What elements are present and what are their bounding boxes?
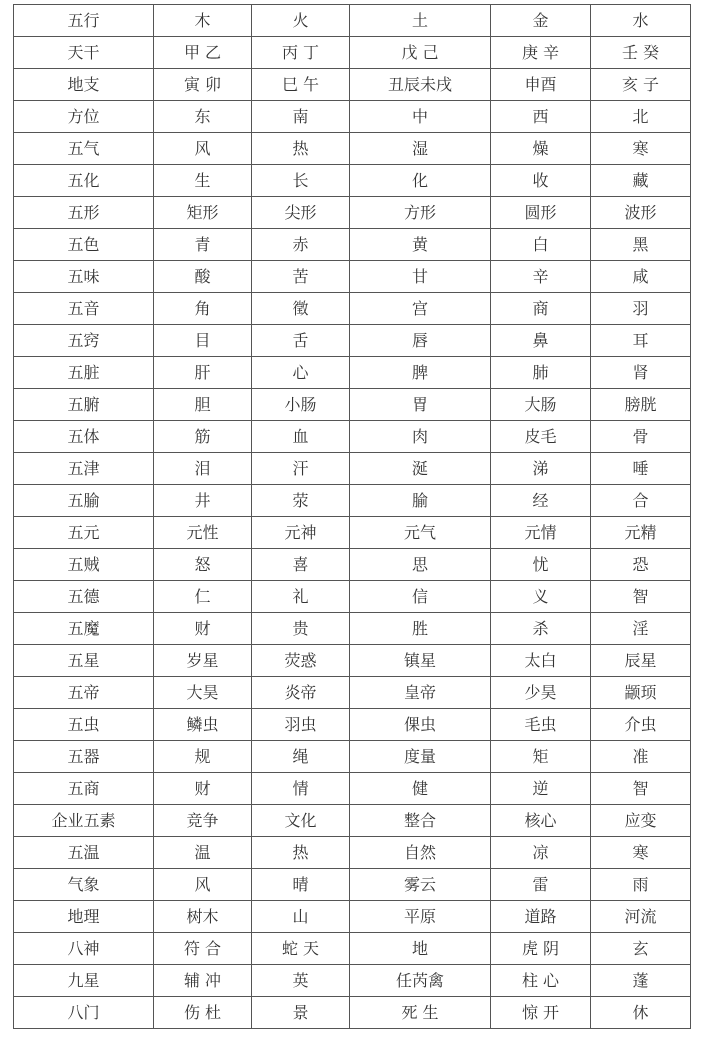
table-row [14,69,691,101]
row-header-cell: 五音 [14,293,154,325]
table-cell: 耳 [591,325,691,357]
table-cell: 休 [591,997,691,1029]
table-cell: 土 [350,5,491,37]
table-row [14,837,691,869]
table-cell: 白 [491,229,591,261]
table-row [14,645,691,677]
table-cell: 道路 [491,901,591,933]
table-row [14,293,691,325]
table-cell: 东 [154,101,252,133]
table-cell: 收 [491,165,591,197]
table-body [14,5,691,1029]
table-cell: 北 [591,101,691,133]
table-cell: 竞争 [154,805,252,837]
table-row [14,37,691,69]
table-cell: 任芮禽 [350,965,491,997]
row-header-cell: 五窍 [14,325,154,357]
table-cell: 壬 癸 [591,37,691,69]
table-cell: 唾 [591,453,691,485]
row-header-cell: 五体 [14,421,154,453]
row-header-cell: 五德 [14,581,154,613]
table-cell: 山 [252,901,350,933]
five-elements-table [13,4,691,1029]
table-cell: 符 合 [154,933,252,965]
table-cell: 脾 [350,357,491,389]
table-cell: 湿 [350,133,491,165]
row-header-cell: 五腑 [14,389,154,421]
table-cell: 蛇 天 [252,933,350,965]
table-cell: 寒 [591,837,691,869]
table-cell: 鳞虫 [154,709,252,741]
table-cell: 商 [491,293,591,325]
table-cell: 心 [252,357,350,389]
table-cell: 地 [350,933,491,965]
row-header-cell: 五贼 [14,549,154,581]
table-cell: 甘 [350,261,491,293]
table-cell: 宫 [350,293,491,325]
table-cell: 风 [154,133,252,165]
table-cell: 长 [252,165,350,197]
table-cell: 巳 午 [252,69,350,101]
table-cell: 亥 子 [591,69,691,101]
table-cell: 财 [154,773,252,805]
table-cell: 肾 [591,357,691,389]
table-cell: 思 [350,549,491,581]
table-row [14,133,691,165]
row-header-cell: 地支 [14,69,154,101]
table-cell: 镇星 [350,645,491,677]
table-cell: 义 [491,581,591,613]
table-cell: 角 [154,293,252,325]
table-cell: 大昊 [154,677,252,709]
table-cell: 热 [252,837,350,869]
table-row [14,869,691,901]
table-row [14,389,691,421]
table-cell: 皮毛 [491,421,591,453]
row-header-cell: 五化 [14,165,154,197]
table-cell: 矩 [491,741,591,773]
table-cell: 目 [154,325,252,357]
table-cell: 情 [252,773,350,805]
table-cell: 汗 [252,453,350,485]
table-cell: 羽虫 [252,709,350,741]
table-cell: 绳 [252,741,350,773]
table-cell: 胜 [350,613,491,645]
table-cell: 丙 丁 [252,37,350,69]
table-cell: 智 [591,773,691,805]
table-cell: 胆 [154,389,252,421]
table-cell: 文化 [252,805,350,837]
table-cell: 温 [154,837,252,869]
table-cell: 方形 [350,197,491,229]
table-cell: 唇 [350,325,491,357]
table-cell: 井 [154,485,252,517]
table-cell: 泪 [154,453,252,485]
table-cell: 酸 [154,261,252,293]
table-cell: 合 [591,485,691,517]
table-row [14,741,691,773]
table-cell: 申酉 [491,69,591,101]
table-row [14,485,691,517]
table-cell: 晴 [252,869,350,901]
table-cell: 平原 [350,901,491,933]
table-cell: 炎帝 [252,677,350,709]
table-cell: 辰星 [591,645,691,677]
table-cell: 黑 [591,229,691,261]
table-cell: 忧 [491,549,591,581]
row-header-cell: 五器 [14,741,154,773]
table-cell: 伤 杜 [154,997,252,1029]
table-row [14,357,691,389]
table-cell: 介虫 [591,709,691,741]
row-header-cell: 天干 [14,37,154,69]
row-header-cell: 五元 [14,517,154,549]
table-row [14,101,691,133]
table-cell: 毛虫 [491,709,591,741]
table-cell: 火 [252,5,350,37]
table-cell: 胃 [350,389,491,421]
row-header-cell: 地理 [14,901,154,933]
table-cell: 信 [350,581,491,613]
table-cell: 化 [350,165,491,197]
table-cell: 礼 [252,581,350,613]
table-cell: 赤 [252,229,350,261]
table-cell: 喜 [252,549,350,581]
table-cell: 藏 [591,165,691,197]
table-cell: 河流 [591,901,691,933]
table-cell: 财 [154,613,252,645]
row-header-cell: 五商 [14,773,154,805]
table-cell: 太白 [491,645,591,677]
row-header-cell: 五色 [14,229,154,261]
table-row [14,549,691,581]
table-cell: 树木 [154,901,252,933]
table-cell: 雷 [491,869,591,901]
table-cell: 经 [491,485,591,517]
table-cell: 圆形 [491,197,591,229]
table-cell: 准 [591,741,691,773]
table-cell: 玄 [591,933,691,965]
table-cell: 生 [154,165,252,197]
table-cell: 金 [491,5,591,37]
table-cell: 健 [350,773,491,805]
table-cell: 逆 [491,773,591,805]
table-cell: 颛顼 [591,677,691,709]
table-cell: 血 [252,421,350,453]
row-header-cell: 五津 [14,453,154,485]
table-row [14,229,691,261]
table-cell: 水 [591,5,691,37]
table-cell: 元情 [491,517,591,549]
table-cell: 膀胱 [591,389,691,421]
table-cell: 庚 辛 [491,37,591,69]
table-cell: 元神 [252,517,350,549]
table-cell: 荧惑 [252,645,350,677]
table-cell: 恐 [591,549,691,581]
table-cell: 涕 [491,453,591,485]
table-row [14,517,691,549]
table-cell: 柱 心 [491,965,591,997]
row-header-cell: 五星 [14,645,154,677]
table-row [14,581,691,613]
table-cell: 南 [252,101,350,133]
table-cell: 小肠 [252,389,350,421]
table-cell: 腧 [350,485,491,517]
table-cell: 大肠 [491,389,591,421]
table-cell: 贵 [252,613,350,645]
table-cell: 皇帝 [350,677,491,709]
row-header-cell: 五魔 [14,613,154,645]
row-header-cell: 五气 [14,133,154,165]
table-cell: 元气 [350,517,491,549]
table-cell: 景 [252,997,350,1029]
table-cell: 自然 [350,837,491,869]
table-cell: 死 生 [350,997,491,1029]
table-cell: 辅 冲 [154,965,252,997]
table-cell: 咸 [591,261,691,293]
table-cell: 涎 [350,453,491,485]
table-cell: 鼻 [491,325,591,357]
table-cell: 燥 [491,133,591,165]
table-cell: 苦 [252,261,350,293]
table-cell: 肝 [154,357,252,389]
table-row [14,165,691,197]
table-cell: 规 [154,741,252,773]
table-row [14,805,691,837]
table-cell: 辛 [491,261,591,293]
table-cell: 度量 [350,741,491,773]
table-cell: 西 [491,101,591,133]
row-header-cell: 企业五素 [14,805,154,837]
table-cell: 肺 [491,357,591,389]
table-row [14,677,691,709]
row-header-cell: 气象 [14,869,154,901]
table-cell: 元精 [591,517,691,549]
table-cell: 骨 [591,421,691,453]
row-header-cell: 方位 [14,101,154,133]
table-cell: 青 [154,229,252,261]
table-cell: 中 [350,101,491,133]
table-row [14,997,691,1029]
table-row [14,421,691,453]
table-cell: 舌 [252,325,350,357]
table-cell: 黄 [350,229,491,261]
table-row [14,453,691,485]
table-cell: 筋 [154,421,252,453]
table-cell: 肉 [350,421,491,453]
table-cell: 少昊 [491,677,591,709]
table-cell: 惊 开 [491,997,591,1029]
row-header-cell: 五行 [14,5,154,37]
table-cell: 仁 [154,581,252,613]
table-cell: 风 [154,869,252,901]
table-cell: 丑辰未戌 [350,69,491,101]
table-row [14,261,691,293]
table-cell: 木 [154,5,252,37]
table-cell: 寅 卯 [154,69,252,101]
table-cell: 热 [252,133,350,165]
table-cell: 矩形 [154,197,252,229]
table-cell: 应变 [591,805,691,837]
table-cell: 波形 [591,197,691,229]
row-header-cell: 八门 [14,997,154,1029]
table-cell: 羽 [591,293,691,325]
row-header-cell: 八神 [14,933,154,965]
row-header-cell: 五温 [14,837,154,869]
table-cell: 雾云 [350,869,491,901]
table-row [14,709,691,741]
row-header-cell: 五脏 [14,357,154,389]
row-header-cell: 五形 [14,197,154,229]
table-cell: 倮虫 [350,709,491,741]
table-cell: 荥 [252,485,350,517]
row-header-cell: 五虫 [14,709,154,741]
table-cell: 戊 己 [350,37,491,69]
table-row [14,325,691,357]
table-row [14,613,691,645]
table-cell: 岁星 [154,645,252,677]
table-cell: 核心 [491,805,591,837]
table-cell: 凉 [491,837,591,869]
table-row [14,933,691,965]
table-cell: 雨 [591,869,691,901]
table-cell: 英 [252,965,350,997]
row-header-cell: 五腧 [14,485,154,517]
table-cell: 杀 [491,613,591,645]
table-cell: 怒 [154,549,252,581]
table-row [14,773,691,805]
table-row [14,965,691,997]
table-cell: 尖形 [252,197,350,229]
table-cell: 智 [591,581,691,613]
row-header-cell: 九星 [14,965,154,997]
table-cell: 元性 [154,517,252,549]
table-cell: 淫 [591,613,691,645]
table-cell: 徵 [252,293,350,325]
table-cell: 虎 阴 [491,933,591,965]
row-header-cell: 五帝 [14,677,154,709]
table-cell: 寒 [591,133,691,165]
table-cell: 甲 乙 [154,37,252,69]
table-cell: 整合 [350,805,491,837]
table-row [14,5,691,37]
table-row [14,197,691,229]
table-cell: 蓬 [591,965,691,997]
table-row [14,901,691,933]
row-header-cell: 五味 [14,261,154,293]
